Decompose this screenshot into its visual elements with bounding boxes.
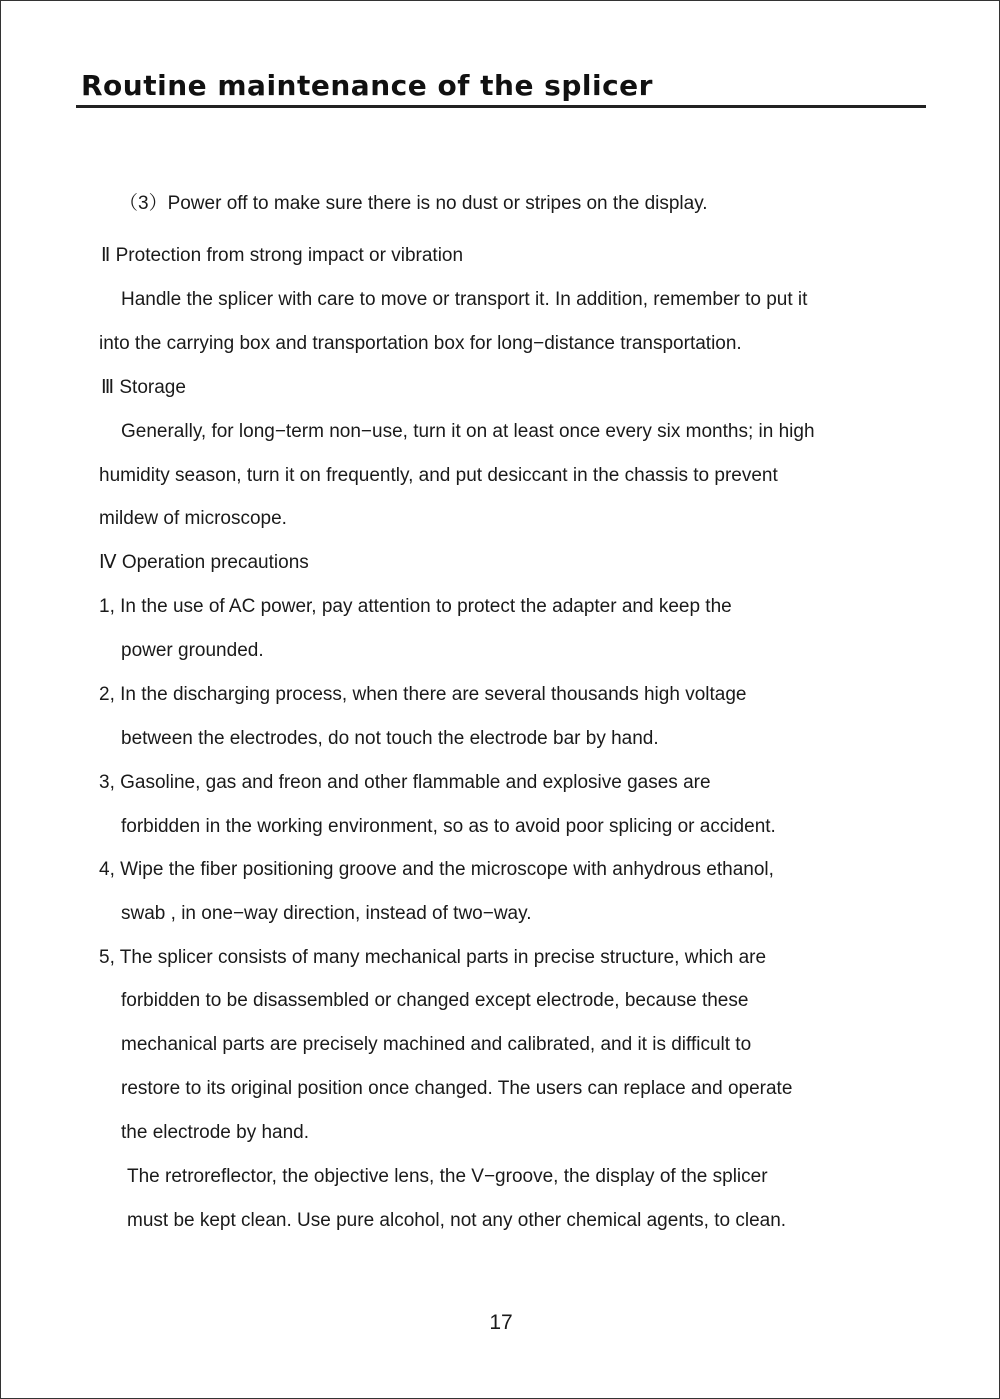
text-line: into the carrying box and transportation box for long−distance transportation.: [99, 333, 742, 354]
text-line: 2, In the discharging process, when there are several thousands high voltage: [99, 684, 747, 705]
text-line: mechanical parts are precisely machined and calibrated, and it is difficult to: [121, 1034, 752, 1055]
text-line: 4, Wipe the fiber positioning groove and the microscope with anhydrous ethanol,: [99, 859, 774, 880]
text-line: Ⅲ Storage: [101, 377, 186, 398]
text-line: The retroreflector, the objective lens, the V−groove, the display of the splicer: [127, 1166, 768, 1187]
text-line: must be kept clean. Use pure alcohol, not any other chemical agents, to clean.: [127, 1210, 787, 1231]
text-line: 1, In the use of AC power, pay attention to protect the adapter and keep the: [99, 596, 732, 617]
text-line: Handle the splicer with care to move or transport it. In addition, remember to put it: [121, 289, 808, 310]
text-line: （3）Power off to make sure there is no dust or stripes on the display.: [119, 193, 708, 214]
text-line: Generally, for long−term non−use, turn it on at least once every six months; in high: [121, 421, 815, 442]
text-line: between the electrodes, do not touch the electrode bar by hand.: [121, 728, 659, 749]
text-line: swab , in one−way direction, instead of two−way.: [121, 903, 532, 924]
text-line: forbidden to be disassembled or changed except electrode, because these: [121, 990, 749, 1011]
text-line: mildew of microscope.: [99, 508, 287, 529]
text-line: power grounded.: [121, 640, 264, 661]
title-underline: [76, 105, 926, 108]
text-line: restore to its original position once changed. The users can replace and operate: [121, 1078, 793, 1099]
text-line: forbidden in the working environment, so as to avoid poor splicing or accident.: [121, 816, 776, 837]
page-number: 17: [489, 1311, 513, 1334]
text-line: humidity season, turn it on frequently, and put desiccant in the chassis to prevent: [99, 465, 778, 486]
text-line: 5, The splicer consists of many mechanical parts in precise structure, which are: [99, 947, 767, 968]
text-line: Ⅱ Protection from strong impact or vibration: [101, 245, 464, 266]
text-line: the electrode by hand.: [121, 1122, 310, 1143]
text-line: 3, Gasoline, gas and freon and other flammable and explosive gases are: [99, 772, 711, 793]
text-line: Ⅳ Operation precautions: [99, 552, 309, 573]
page-title: Routine maintenance of the splicer: [81, 69, 653, 102]
